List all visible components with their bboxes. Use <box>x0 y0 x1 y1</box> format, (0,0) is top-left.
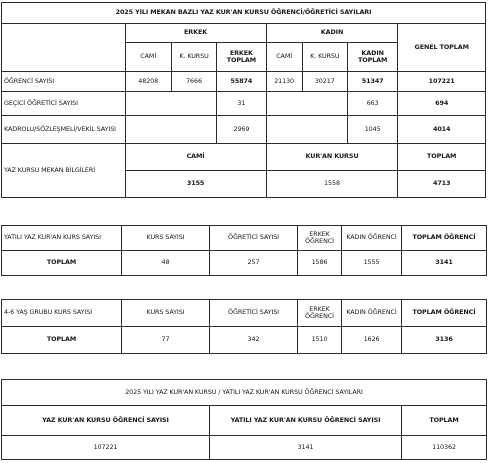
cell: 7666 <box>171 72 216 92</box>
cell <box>266 116 347 144</box>
cell: 3141 <box>402 251 487 276</box>
ogretici-sayisi-header: ÖĞRETİCİ SAYISI <box>210 226 298 251</box>
table-row <box>2 327 487 354</box>
cell: 30217 <box>302 72 347 92</box>
table-title: 2025 YILI YAZ KUR'AN KURSU / YATILI YAZ KUR'AN KURSU ÖĞRENCİ SAYILARI <box>2 380 487 406</box>
cell: 4014 <box>398 116 486 144</box>
cell: 342 <box>210 327 298 354</box>
toplam-ogrenci-header: TOPLAM ÖĞRENCİ <box>402 300 487 327</box>
erkek-group-header: ERKEK <box>125 24 266 43</box>
cell: 21130 <box>266 72 302 92</box>
kadin-kkursu-header: K. KURSU <box>302 43 347 72</box>
cell: 110362 <box>402 436 487 460</box>
row-label: GEÇİCİ ÖĞRETİCİ SAYISI <box>2 92 126 116</box>
kadin-group-header: KADIN <box>266 24 398 43</box>
row-label: ÖĞRENCİ SAYISI <box>2 72 126 92</box>
row-label: TOPLAM <box>2 327 122 354</box>
cell: 257 <box>210 251 298 276</box>
cell: 48208 <box>125 72 171 92</box>
mekan-toplam-value: 4713 <box>398 171 486 198</box>
kadin-ogrenci-header: KADIN ÖĞRENCİ <box>342 226 402 251</box>
mekan-toplam-header: TOPLAM <box>398 144 486 171</box>
ogrenci-sayilari-table <box>1 379 487 460</box>
yatili-kurs-label: YATILI YAZ KUR'AN KURS SAYISI <box>2 226 122 251</box>
mekan-kurs-header: KUR'AN KURSU <box>266 144 398 171</box>
mekan-bazli-table <box>1 2 486 198</box>
cell: 77 <box>122 327 210 354</box>
cell: 107221 <box>398 72 486 92</box>
mekan-cami-header: CAMİ <box>125 144 266 171</box>
cell: 1586 <box>298 251 342 276</box>
erkek-ogrenci-header: ERKEK ÖĞRENCİ <box>298 226 342 251</box>
mekan-bilgileri-label: YAZ KURSU MEKAN BİLGİLERİ <box>2 144 126 198</box>
cell <box>125 92 217 116</box>
erkek-kkursu-header: K. KURSU <box>171 43 216 72</box>
yatili-kurs-header: YATILI YAZ KUR'AN KURSU ÖĞRENCİ SAYISI <box>210 406 402 436</box>
table-row <box>2 72 486 92</box>
cell <box>125 116 217 144</box>
kurs-sayisi-header: KURS SAYISI <box>122 300 210 327</box>
cell: 48 <box>122 251 210 276</box>
table-title: 2025 YILI MEKAN BAZLI YAZ KUR'AN KURSU ÖĞRENCİ/ÖĞRETİCİ SAYILARI <box>2 3 486 24</box>
kadin-cami-header: CAMİ <box>266 43 302 72</box>
table-row <box>2 436 487 460</box>
kadin-toplam-header: KADIN TOPLAM <box>347 43 397 72</box>
cell: 694 <box>398 92 486 116</box>
cell: 1626 <box>342 327 402 354</box>
yaz-kurs-header: YAZ KUR'AN KURSU ÖĞRENCİ SAYISI <box>2 406 210 436</box>
cell: 1510 <box>298 327 342 354</box>
cell: 663 <box>347 92 397 116</box>
cell: 31 <box>217 92 266 116</box>
table-row <box>2 92 486 116</box>
table-row <box>2 116 486 144</box>
cell: 1045 <box>347 116 397 144</box>
empty-header-cell <box>2 24 126 72</box>
erkek-ogrenci-header: ERKEK ÖĞRENCİ <box>298 300 342 327</box>
toplam-ogrenci-header: TOPLAM ÖĞRENCİ <box>402 226 487 251</box>
erkek-toplam-header: ERKEK TOPLAM <box>217 43 266 72</box>
erkek-cami-header: CAMİ <box>125 43 171 72</box>
yas-grubu-table <box>1 299 487 354</box>
cell: 51347 <box>347 72 397 92</box>
yas-grubu-label: 4-6 YAŞ GRUBU KURS SAYISI <box>2 300 122 327</box>
ogretici-sayisi-header: ÖĞRETİCİ SAYISI <box>210 300 298 327</box>
cell <box>266 92 347 116</box>
row-label: TOPLAM <box>2 251 122 276</box>
table-row <box>2 251 487 276</box>
cell: 3136 <box>402 327 487 354</box>
toplam-header: TOPLAM <box>402 406 487 436</box>
mekan-cami-value: 3155 <box>125 171 266 198</box>
row-label: KADROLU/SÖZLEŞMELİ/VEKİL SAYISI <box>2 116 126 144</box>
kurs-sayisi-header: KURS SAYISI <box>122 226 210 251</box>
kadin-ogrenci-header: KADIN ÖĞRENCİ <box>342 300 402 327</box>
genel-toplam-header: GENEL TOPLAM <box>398 24 486 72</box>
cell: 107221 <box>2 436 210 460</box>
cell: 2969 <box>217 116 266 144</box>
cell: 1555 <box>342 251 402 276</box>
yatili-kurs-table <box>1 225 487 276</box>
cell: 3141 <box>210 436 402 460</box>
mekan-kurs-value: 1558 <box>266 171 398 198</box>
cell: 55874 <box>217 72 266 92</box>
